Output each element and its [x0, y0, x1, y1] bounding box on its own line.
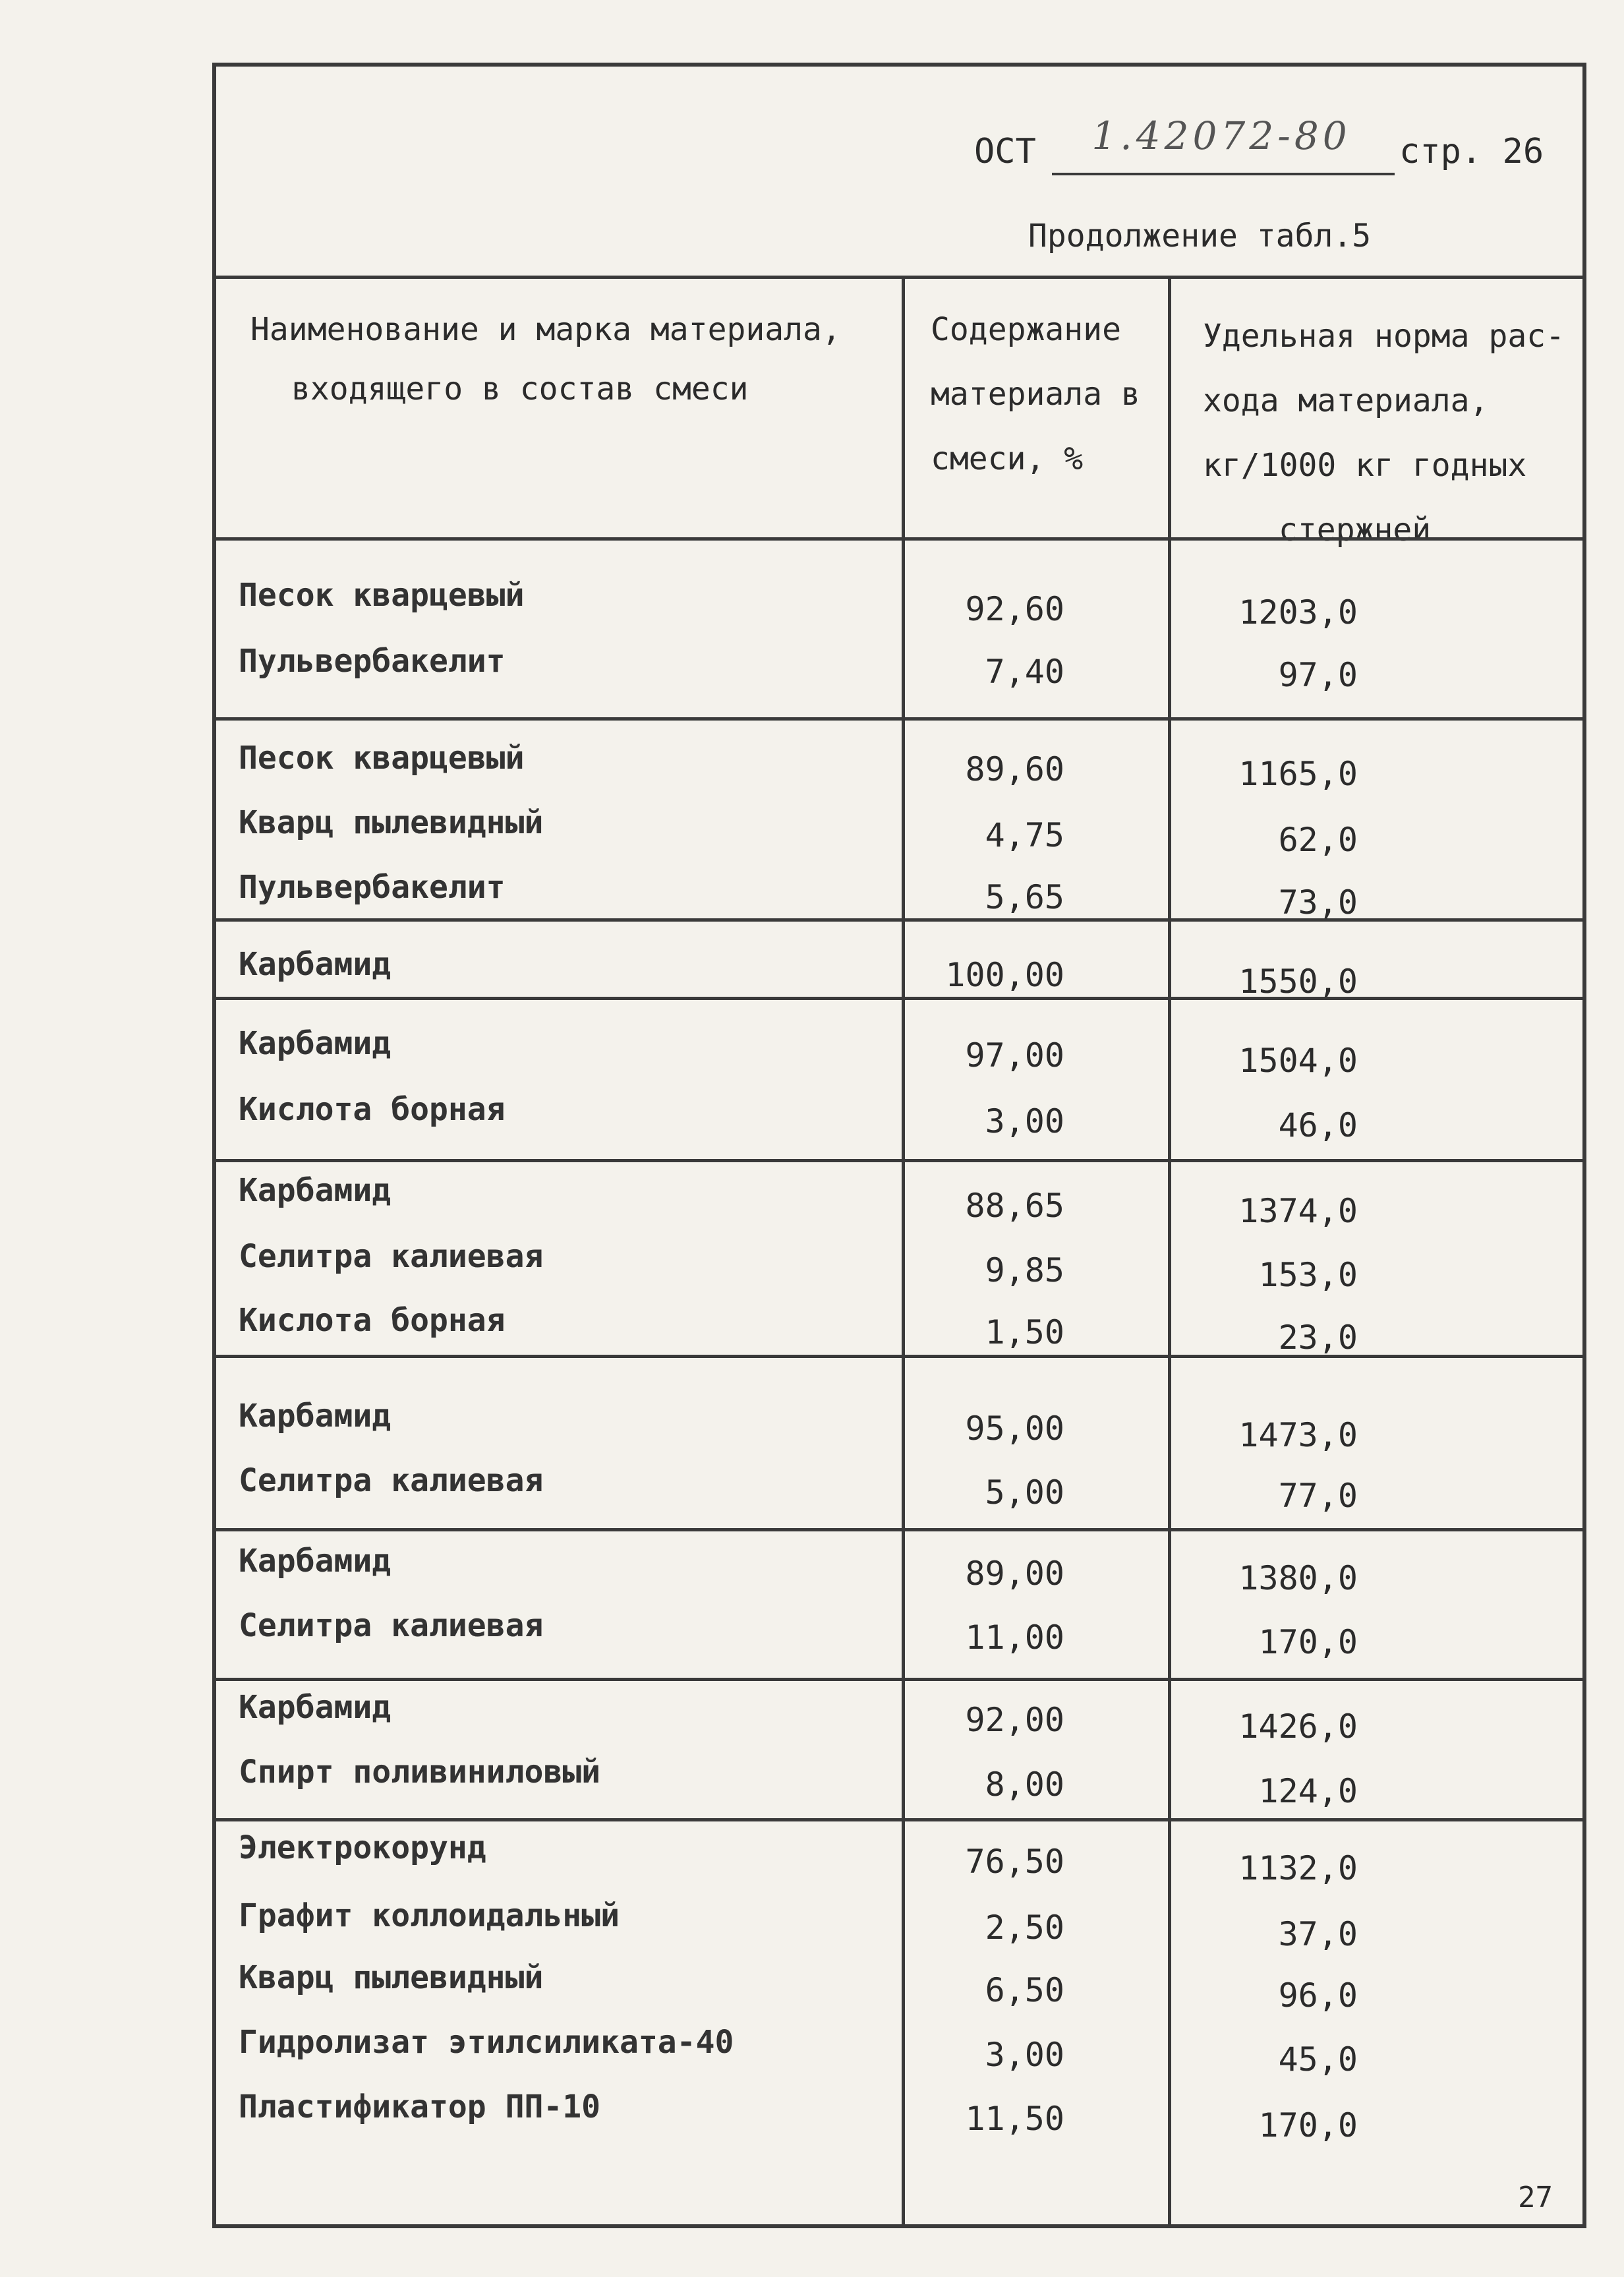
table-row-norm: 153,0 [1258, 1256, 1358, 1294]
group-divider [212, 997, 1586, 1000]
table-row-pct: 11,50 [965, 2100, 1064, 2138]
table-continuation-caption: Продолжение табл.5 [1028, 218, 1372, 254]
table-row-name: Селитра калиевая [239, 1462, 544, 1499]
table-row-pct: 92,00 [965, 1701, 1064, 1739]
table-row-norm: 1550,0 [1238, 962, 1358, 1001]
table-row-name: Карбамид [239, 1025, 392, 1062]
group-divider [212, 1818, 1586, 1821]
table-row-norm: 1504,0 [1238, 1042, 1358, 1080]
table-row-norm: 96,0 [1278, 1976, 1358, 2015]
table-row-name: Карбамид [239, 1172, 392, 1209]
table-row-pct: 11,00 [965, 1618, 1064, 1657]
column-header-content-line: смеси, % [931, 440, 1084, 477]
table-row-name: Пульвербакелит [239, 643, 506, 680]
column-header-content-line: материала в [931, 376, 1140, 413]
table-row-pct: 89,60 [965, 750, 1064, 788]
page-number: 27 [1518, 2181, 1553, 2214]
table-row-norm: 1132,0 [1238, 1849, 1358, 1887]
column-header-divider [212, 537, 1586, 541]
ost-underline [1052, 173, 1395, 175]
column-header-name-line: входящего в состав смеси [291, 370, 749, 407]
table-row-norm: 77,0 [1278, 1477, 1358, 1515]
table-row-norm: 45,0 [1278, 2040, 1358, 2079]
table-row-name: Селитра калиевая [239, 1607, 544, 1644]
table-row-name: Карбамид [239, 1689, 392, 1726]
table-row-norm: 1426,0 [1238, 1707, 1358, 1746]
table-row-pct: 4,75 [985, 816, 1064, 854]
table-row-norm: 170,0 [1258, 1623, 1358, 1661]
group-divider [212, 918, 1586, 922]
table-row-name: Карбамид [239, 1543, 392, 1580]
table-row-norm: 37,0 [1278, 1915, 1358, 1953]
group-divider [212, 1355, 1586, 1358]
column-header-content [931, 298, 1140, 492]
group-divider [212, 717, 1586, 721]
table-row-name: Кварц пылевидный [239, 804, 544, 841]
table-row-name: Кислота борная [239, 1091, 506, 1128]
table-row-norm: 23,0 [1278, 1318, 1358, 1357]
group-divider [212, 1528, 1586, 1531]
group-divider [212, 1159, 1586, 1162]
header-divider [212, 276, 1586, 279]
table-row-norm: 170,0 [1258, 2106, 1358, 2144]
table-row-name: Карбамид [239, 946, 392, 983]
table-row-pct: 5,65 [985, 878, 1064, 916]
column-header-name-line: Наименование и марка материала, [250, 311, 841, 348]
table-row-name: Спирт поливиниловый [239, 1754, 601, 1790]
table-row-name: Песок кварцевый [239, 577, 525, 614]
table-row-pct: 1,50 [985, 1313, 1064, 1351]
table-row-norm: 1473,0 [1238, 1416, 1358, 1454]
column-header-content-line: Содержание [931, 311, 1121, 348]
table-row-norm: 97,0 [1278, 656, 1358, 694]
table-row-norm: 1374,0 [1238, 1192, 1358, 1230]
table-row-norm: 73,0 [1278, 883, 1358, 922]
page-label: стр. 26 [1399, 132, 1544, 171]
table-row-norm: 1165,0 [1238, 755, 1358, 793]
table-row-name: Электрокорунд [239, 1829, 486, 1866]
table-row-norm: 1380,0 [1238, 1559, 1358, 1597]
column-header-name [250, 298, 841, 361]
table-row-pct: 97,00 [965, 1036, 1064, 1075]
table-row-pct: 95,00 [965, 1409, 1064, 1448]
table-row-pct: 3,00 [985, 1102, 1064, 1140]
table-row-norm: 46,0 [1278, 1106, 1358, 1144]
table-row-pct: 7,40 [985, 653, 1064, 691]
column-header-norm-line: хода материала, [1203, 382, 1489, 419]
table-row-name: Песок кварцевый [239, 740, 525, 777]
table-row-pct: 2,50 [985, 1908, 1064, 1947]
table-row-pct: 6,50 [985, 1971, 1064, 2009]
table-row-name: Пульвербакелит [239, 869, 506, 906]
table-row-pct: 5,00 [985, 1473, 1064, 1512]
table-row-name: Карбамид [239, 1398, 392, 1434]
table-row-name: Селитра калиевая [239, 1238, 544, 1275]
column-header-norm-line: стержней [1279, 512, 1432, 548]
column-header-norm [1203, 305, 1565, 563]
table-row-pct: 89,00 [965, 1554, 1064, 1593]
column-header-name-2 [291, 357, 749, 421]
table-row-pct: 88,65 [965, 1187, 1064, 1225]
ost-label: ОСТ [974, 132, 1036, 171]
ost-number-handwritten: 1.42072-80 [1091, 113, 1351, 158]
table-row-name: Графит коллоидальный [239, 1897, 620, 1934]
table-row-pct: 8,00 [985, 1765, 1064, 1804]
table-row-norm: 124,0 [1258, 1772, 1358, 1810]
table-row-name: Пластификатор ПП-10 [239, 2088, 601, 2125]
table-row-name: Кварц пылевидный [239, 1959, 544, 1996]
table-row-name: Кислота борная [239, 1302, 506, 1339]
column-header-norm-line: кг/1000 кг годных [1203, 447, 1527, 484]
table-row-pct: 92,60 [965, 590, 1064, 628]
column-header-norm-line: Удельная норма рас- [1203, 318, 1565, 355]
group-divider [212, 1678, 1586, 1681]
table-row-norm: 62,0 [1278, 821, 1358, 859]
table-row-pct: 76,50 [965, 1843, 1064, 1881]
table-row-pct: 9,85 [985, 1251, 1064, 1289]
table-row-pct: 3,00 [985, 2036, 1064, 2074]
table-row-name: Гидролизат этилсиликата-40 [239, 2024, 734, 2061]
table-row-norm: 1203,0 [1238, 593, 1358, 632]
table-row-pct: 100,00 [945, 956, 1064, 994]
